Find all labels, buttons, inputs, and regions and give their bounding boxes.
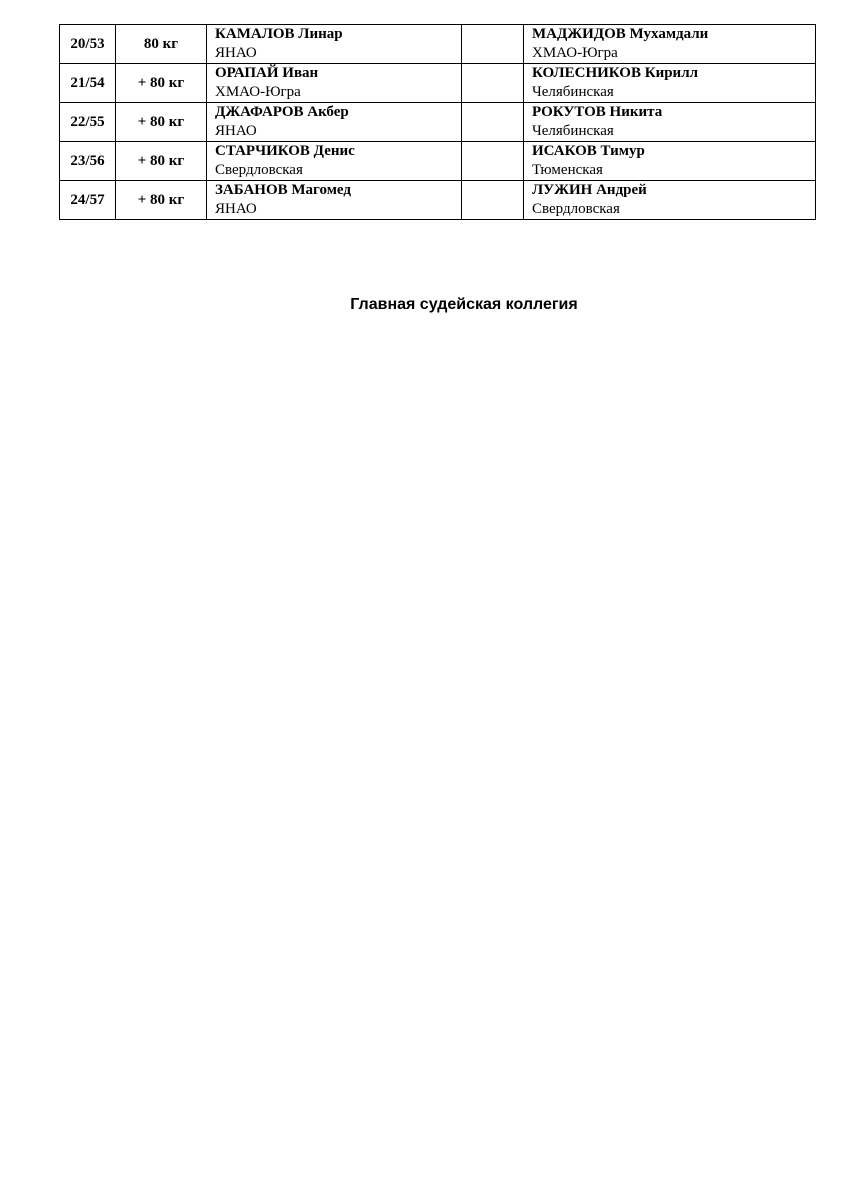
athlete-region: Челябинская xyxy=(532,84,614,100)
athlete-left xyxy=(207,25,462,64)
judging-panel-title: Главная судейская коллегия xyxy=(350,296,578,313)
table-row xyxy=(60,181,816,220)
athlete-name: ЛУЖИН Андрей xyxy=(532,182,647,198)
athlete-left xyxy=(207,181,462,220)
weight-class: 80 кг xyxy=(116,25,207,64)
athlete-region: Свердловская xyxy=(215,162,303,178)
athlete-right xyxy=(524,64,816,103)
athlete-region: ЯНАО xyxy=(215,123,257,139)
table-row xyxy=(60,25,816,64)
athlete-name: ДЖАФАРОВ Акбер xyxy=(215,104,349,120)
athlete-region: ХМАО-Югра xyxy=(215,84,301,100)
athlete-name: ЗАБАНОВ Магомед xyxy=(215,182,351,198)
athlete-region: ЯНАО xyxy=(215,201,257,217)
athlete-left xyxy=(207,103,462,142)
athlete-region: Тюменская xyxy=(532,162,603,178)
result-cell xyxy=(462,181,524,220)
weight-class: + 80 кг xyxy=(116,142,207,181)
athlete-right xyxy=(524,181,816,220)
athlete-right xyxy=(524,142,816,181)
result-cell xyxy=(462,103,524,142)
result-cell xyxy=(462,25,524,64)
bout-number: 24/57 xyxy=(60,181,116,220)
athlete-region: ХМАО-Югра xyxy=(532,45,618,61)
athlete-left xyxy=(207,64,462,103)
weight-class: + 80 кг xyxy=(116,64,207,103)
weight-class: + 80 кг xyxy=(116,103,207,142)
bout-number: 21/54 xyxy=(60,64,116,103)
table-row xyxy=(60,64,816,103)
athlete-right xyxy=(524,103,816,142)
athlete-right xyxy=(524,25,816,64)
athlete-name: КОЛЕСНИКОВ Кирилл xyxy=(532,65,699,81)
weight-class: + 80 кг xyxy=(116,181,207,220)
result-cell xyxy=(462,64,524,103)
athlete-left xyxy=(207,142,462,181)
bout-number: 22/55 xyxy=(60,103,116,142)
athlete-name: ИСАКОВ Тимур xyxy=(532,143,645,159)
table-row xyxy=(60,103,816,142)
table-row xyxy=(60,142,816,181)
athlete-region: Свердловская xyxy=(532,201,620,217)
bout-number: 23/56 xyxy=(60,142,116,181)
athlete-name: КАМАЛОВ Линар xyxy=(215,26,343,42)
bout-number: 20/53 xyxy=(60,25,116,64)
athlete-name: ОРАПАЙ Иван xyxy=(215,65,319,81)
athlete-name: МАДЖИДОВ Мухамдали xyxy=(532,26,709,42)
athlete-name: РОКУТОВ Никита xyxy=(532,104,663,120)
athlete-region: Челябинская xyxy=(532,123,614,139)
athlete-region: ЯНАО xyxy=(215,45,257,61)
athlete-name: СТАРЧИКОВ Денис xyxy=(215,143,355,159)
result-cell xyxy=(462,142,524,181)
draw-table xyxy=(59,24,816,220)
